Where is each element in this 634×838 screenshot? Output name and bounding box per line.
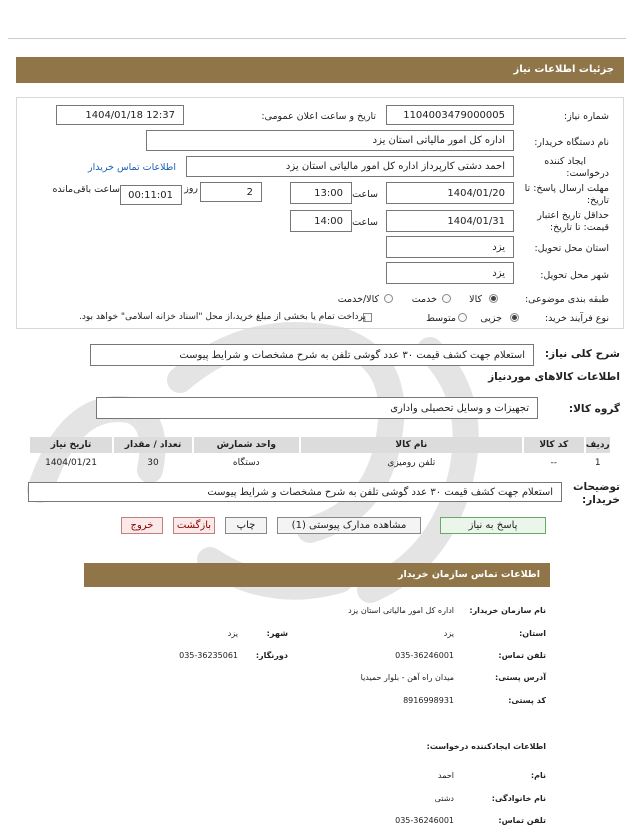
cell-name: تلفن رومیزی xyxy=(387,458,436,468)
contact-address-value: میدان راه آهن - بلوار حمیدیا xyxy=(360,673,454,682)
validity-time-field: 14:00 xyxy=(290,210,352,232)
announce-label: تاریخ و ساعت اعلان عمومی: xyxy=(261,111,376,122)
city-label: شهر محل تحویل: xyxy=(540,270,609,281)
back-button[interactable]: بازگشت xyxy=(173,517,215,534)
contact-phone-label: تلفن تماس: xyxy=(498,651,546,660)
contact-address-label: آدرس پستی: xyxy=(495,673,546,682)
reply-button[interactable]: پاسخ به نیاز xyxy=(440,517,546,534)
print-button[interactable]: چاپ xyxy=(225,517,267,534)
creator-phone-label: تلفن تماس: xyxy=(498,816,546,825)
buyer-org-field: اداره کل امور مالیاتی استان یزد xyxy=(146,130,514,151)
col-unit: واحد شمارش xyxy=(194,437,299,453)
goods-table-header xyxy=(30,437,610,453)
contact-city-value: یزد xyxy=(227,629,238,638)
cell-code: -- xyxy=(550,458,558,468)
province-label: استان محل تحویل: xyxy=(534,243,609,254)
cell-qty: 30 xyxy=(147,458,159,468)
need-number-label: شماره نیاز: xyxy=(563,111,609,122)
contact-fax-label: دورنگار: xyxy=(255,651,288,660)
validity-date-field: 1404/01/31 xyxy=(386,210,514,232)
col-date: تاریخ نیاز xyxy=(30,437,112,453)
contact-org-label: نام سازمان خریدار: xyxy=(469,606,546,615)
col-row: ردیف xyxy=(586,437,611,453)
contact-phone-value: 035-36246001 xyxy=(395,651,454,660)
col-name: نام کالا xyxy=(301,437,522,453)
description-label: شرح کلی نیاز: xyxy=(544,348,620,360)
send-time-field: 13:00 xyxy=(290,182,352,204)
buyer-org-label: نام دستگاه خریدار: xyxy=(534,137,609,148)
contact-province-value: یزد xyxy=(443,629,454,638)
creator-phone-value: 035-36246001 xyxy=(395,816,454,825)
need-number-field: 1104003479000005 xyxy=(386,105,514,125)
buyer-notes-label-2: خریدار: xyxy=(582,494,620,506)
creator-label-2: درخواست: xyxy=(566,168,609,179)
send-time-label: ساعت xyxy=(352,189,378,200)
buyer-notes-field: استعلام جهت کشف قیمت ۳۰ عدد گوشی تلفن به شرح مشخصات و شرایط پیوست xyxy=(28,482,562,502)
city-field: یزد xyxy=(386,262,514,284)
remaining-time-label: ساعت باقی‌مانده xyxy=(52,184,120,195)
contact-province-label: استان: xyxy=(519,629,546,638)
purchase-medium-label: متوسط xyxy=(426,313,456,324)
remaining-time-field: 00:11:01 xyxy=(120,185,182,205)
creator-label-1: ایجاد کننده xyxy=(544,156,586,167)
min-validity-label-2: قیمت: تا تاریخ: xyxy=(549,222,609,233)
contact-postal-value: 8916998931 xyxy=(403,696,454,705)
min-validity-label-1: حداقل تاریخ اعتبار xyxy=(537,210,609,221)
purchase-minor-radio[interactable] xyxy=(510,313,519,322)
buyer-contact-link[interactable]: اطلاعات تماس خریدار xyxy=(87,162,176,173)
contact-fax-value: 035-36235061 xyxy=(179,651,238,660)
table-row xyxy=(30,455,610,471)
col-qty: تعداد / مقدار xyxy=(114,437,192,453)
purchase-type-label: نوع فرآیند خرید: xyxy=(544,313,609,324)
description-field: استعلام جهت کشف قیمت ۳۰ عدد گوشی تلفن به شرح مشخصات و شرایط پیوست xyxy=(90,344,534,366)
contact-city-label: شهر: xyxy=(266,629,288,638)
page-title: جزئیات اطلاعات نیاز xyxy=(16,57,624,83)
cell-row: 1 xyxy=(594,458,601,468)
days-field: 2 xyxy=(200,182,262,202)
creator-last-name-label: نام خانوادگی: xyxy=(491,794,546,803)
buyer-contact-title: اطلاعات تماس سازمان خریدار xyxy=(84,563,550,587)
contact-postal-label: کد پستی: xyxy=(508,696,546,705)
creator-info-title: اطلاعات ایجادکننده درخواست: xyxy=(426,742,546,751)
category-service-radio[interactable] xyxy=(442,294,451,303)
treasury-payment-note: پرداخت تمام یا بخشی از مبلغ خرید،از محل "اسناد خزانه اسلامی" خواهد بود. xyxy=(78,312,366,322)
purchase-minor-label: جزیی xyxy=(480,313,502,324)
days-label: روز xyxy=(184,183,198,194)
send-date-field: 1404/01/20 xyxy=(386,182,514,204)
send-deadline-label-2: تاریخ: xyxy=(586,195,609,206)
goods-section-title: اطلاعات کالاهای موردنیاز xyxy=(488,371,620,383)
col-code: کد کالا xyxy=(524,437,583,453)
creator-first-name-value: احمد xyxy=(438,771,454,780)
cell-unit: دستگاه xyxy=(232,458,260,468)
purchase-medium-radio[interactable] xyxy=(458,313,467,322)
top-divider xyxy=(8,38,626,39)
view-attachments-button[interactable]: مشاهده مدارک پیوستی (1) xyxy=(277,517,421,534)
cell-date: 1404/01/21 xyxy=(45,458,97,468)
exit-button[interactable]: خروج xyxy=(121,517,163,534)
goods-group-label: گروه کالا: xyxy=(568,403,620,415)
contact-org-value: اداره کل امور مالیاتی استان یزد xyxy=(348,606,454,615)
goods-group-field: تجهیزات و وسایل تحصیلی واداری xyxy=(96,397,538,419)
category-label: طبقه بندی موضوعی: xyxy=(524,294,609,305)
goods-table xyxy=(28,435,612,473)
category-goods-label: کالا xyxy=(469,294,482,305)
category-service-label: خدمت xyxy=(411,294,437,305)
category-both-radio[interactable] xyxy=(384,294,393,303)
creator-last-name-value: دشتی xyxy=(434,794,454,803)
buyer-notes-label-1: توضیحات xyxy=(572,481,620,493)
category-goods-radio[interactable] xyxy=(489,294,498,303)
validity-time-label: ساعت xyxy=(352,217,378,228)
send-deadline-label-1: مهلت ارسال پاسخ: تا xyxy=(524,183,609,194)
creator-first-name-label: نام: xyxy=(530,771,546,780)
creator-field: احمد دشتی کارپرداز اداره کل امور مالیاتی استان یزد xyxy=(186,156,514,177)
province-field: یزد xyxy=(386,236,514,258)
announce-field: 1404/01/18 12:37 xyxy=(56,105,184,125)
category-both-label: کالا/خدمت xyxy=(337,294,379,305)
